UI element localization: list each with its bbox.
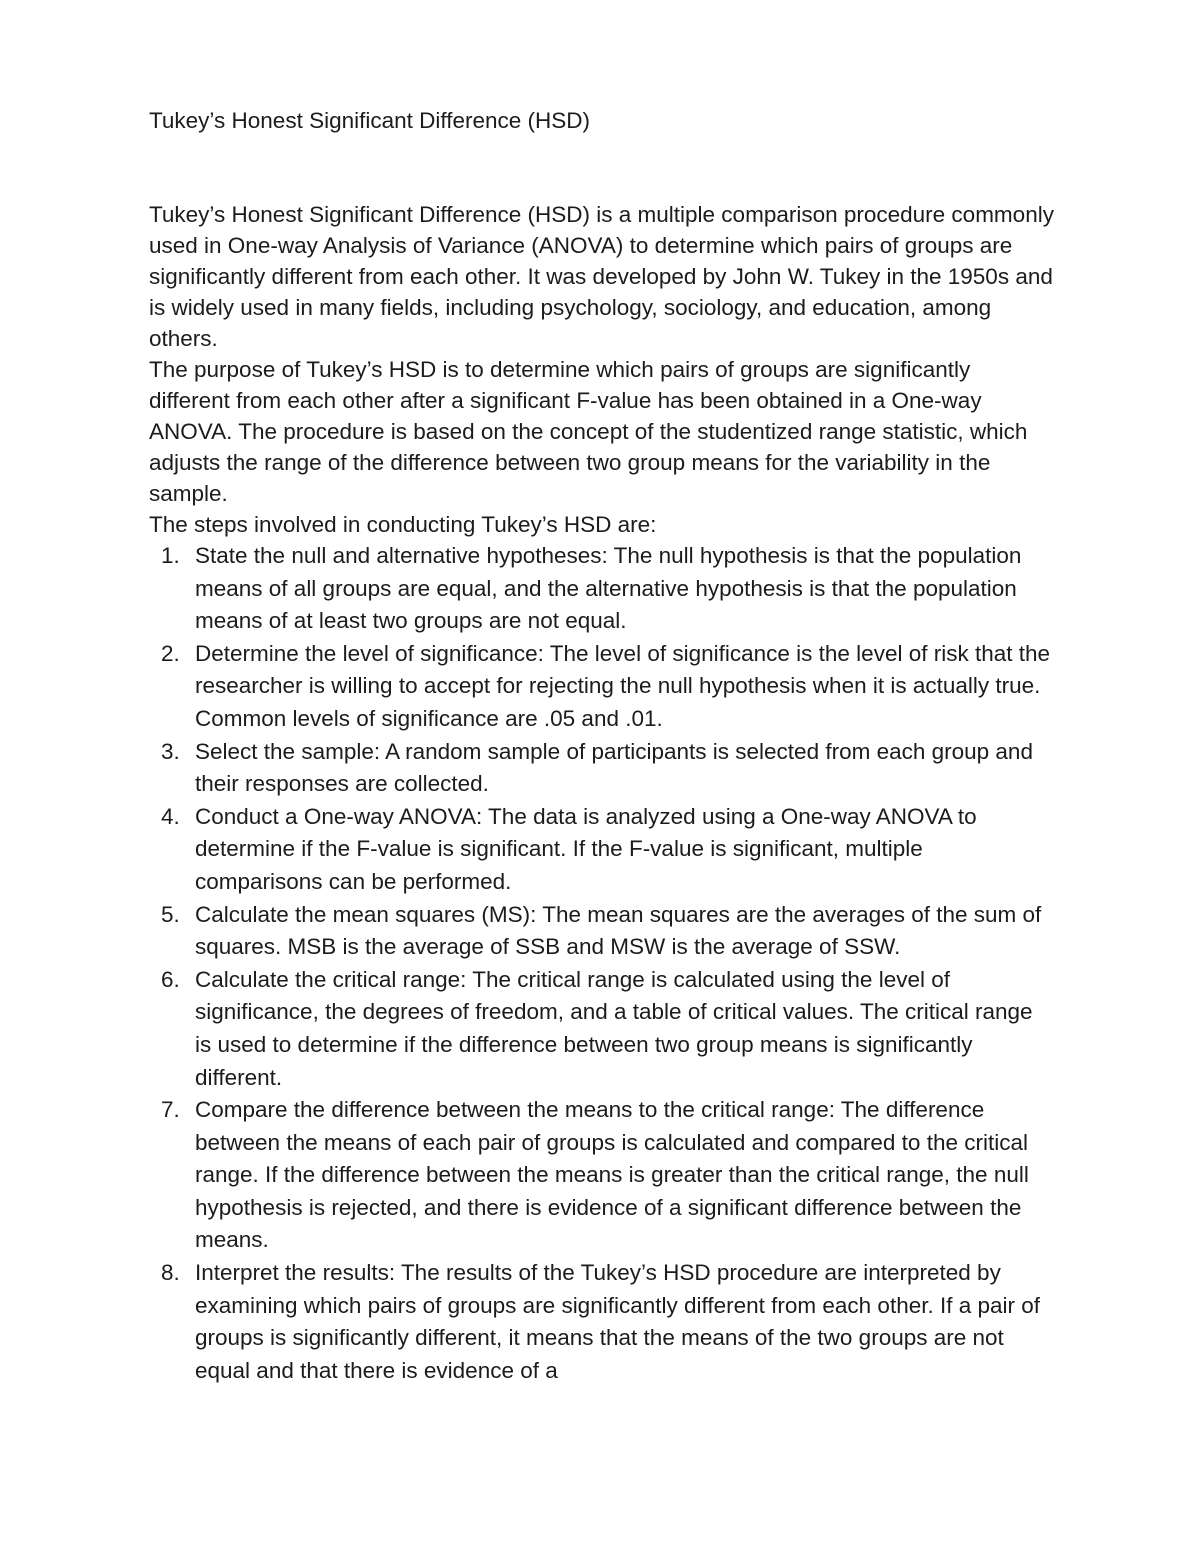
list-item-number: 5. <box>161 901 180 927</box>
list-item-number: 3. <box>161 738 180 764</box>
steps-list <box>149 540 1054 1387</box>
list-item-text: Conduct a One-way ANOVA: The data is analyzed using a One-way ANOVA to determine if the F-value is significant. If the F-value is significant, multiple comparisons can be performed. <box>195 803 977 894</box>
list-item-text: Determine the level of significance: The level of significance is the level of risk that the researcher is willing to accept for rejecting the null hypothesis when it is actually true. Common levels of significance are .05 and .01. <box>195 640 1051 731</box>
list-item <box>149 736 1054 801</box>
list-item <box>149 540 1054 638</box>
list-item-text: Select the sample: A random sample of participants is selected from each group and their responses are collected. <box>195 738 1033 797</box>
list-item-text: Interpret the results: The results of the Tukey’s HSD procedure are interpreted by examining which pairs of groups are significantly different from each other. If a pair of groups is significantly different, it means that the means of the two groups are not equal and that there is evidence of a <box>195 1260 1041 1383</box>
list-item-number: 7. <box>161 1097 180 1123</box>
document-title: Tukey’s Honest Significant Difference (HSD) <box>149 108 591 133</box>
list-item <box>149 801 1054 899</box>
list-item-number: 6. <box>161 966 180 992</box>
list-item-text: Calculate the mean squares (MS): The mean squares are the averages of the sum of squares. MSB is the average of SSB and MSW is the average of SSW. <box>195 901 1042 960</box>
list-item-text: Calculate the critical range: The critical range is calculated using the level of significance, the degrees of freedom, and a table of critical values. The critical range is used to determine if the difference between two group means is significantly different. <box>195 966 1033 1090</box>
purpose-paragraph: The purpose of Tukey’s HSD is to determine which pairs of groups are significantly different from each other after a significant F-value has been obtained in a One-way ANOVA. The procedure is based on the concept of the studentized range statistic, which adjusts the range of the difference between two group means for the variability in the sample. <box>149 357 1028 506</box>
list-item <box>149 638 1054 736</box>
intro-paragraph: Tukey’s Honest Significant Difference (HSD) is a multiple comparison procedure commonly used in One-way Analysis of Variance (ANOVA) to determine which pairs of groups are significantly different from each other. It was developed by John W. Tukey in the 1950s and is widely used in many fields, including psychology, sociology, and education, among others. <box>149 202 1054 351</box>
list-item <box>149 1257 1054 1387</box>
list-item-number: 1. <box>161 543 180 568</box>
list-item-number: 8. <box>161 1260 180 1286</box>
list-item-number: 2. <box>161 640 180 666</box>
list-item-number: 4. <box>161 803 180 829</box>
document-page <box>149 104 1054 1387</box>
list-item <box>149 899 1054 964</box>
list-item-text: State the null and alternative hypotheses: The null hypothesis is that the population means of all groups are equal, and the alternative hypothesis is that the population means of at least two groups are not equal. <box>195 543 1022 634</box>
steps-intro: The steps involved in conducting Tukey’s HSD are: <box>149 512 657 537</box>
list-item-text: Compare the difference between the means to the critical range: The difference between the means of each pair of groups is calculated and compared to the critical range. If the difference between the means is greater than the critical range, the null hypothesis is rejected, and there is evidence of a significant difference between the means. <box>195 1097 1029 1253</box>
list-item <box>149 1094 1054 1257</box>
list-item <box>149 964 1054 1094</box>
